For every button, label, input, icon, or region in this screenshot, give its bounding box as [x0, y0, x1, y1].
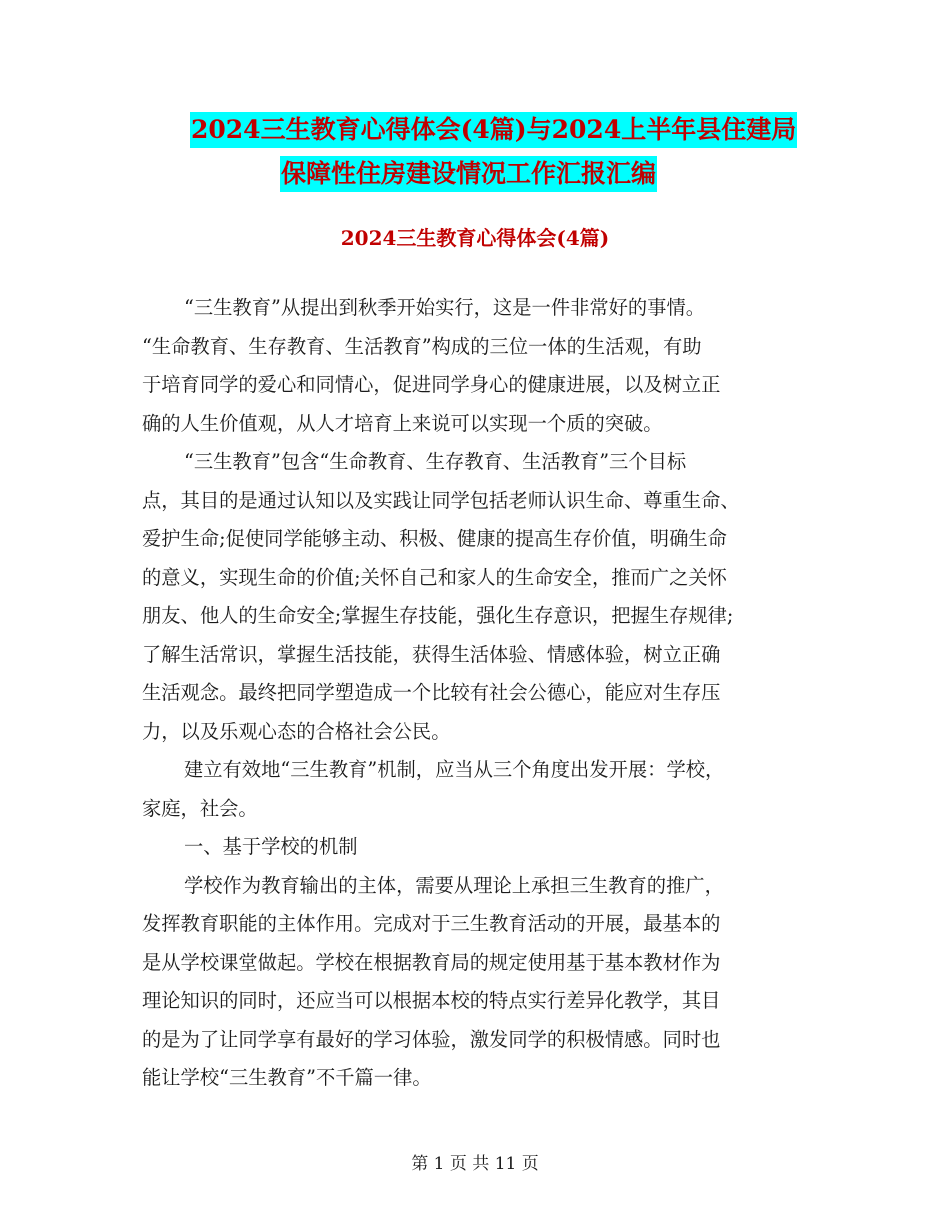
paragraph-line: 发挥教育职能的主体作用。完成对于三生教育活动的开展，最基本的: [142, 912, 721, 935]
document-title-line-2: 保障性住房建设情况工作汇报汇编: [280, 156, 657, 192]
section-heading: 一、基于学校的机制: [184, 835, 358, 858]
section-subtitle: 2024三生教育心得体会(4篇): [340, 226, 610, 250]
paragraph-line: 力，以及乐观心态的合格社会公民。: [142, 719, 451, 743]
paragraph-line: 能让学校“三生教育”不千篇一律。: [142, 1066, 432, 1089]
page-footer: 第 1 页 共 11 页: [411, 1154, 539, 1174]
paragraph-line: 建立有效地“三生教育”机制，应当从三个角度出发开展：学校，: [184, 758, 725, 781]
paragraph-line: 是从学校课堂做起。学校在根据教育局的规定使用基于基本教材作为: [142, 950, 721, 974]
paragraph-line: 于培育同学的爱心和同情心，促进同学身心的健康进展，以及树立正: [142, 373, 721, 396]
paragraph-line: 了解生活常识，掌握生活技能，获得生活体验、情感体验，树立正确: [142, 642, 721, 666]
paragraph-line: 生活观念。最终把同学塑造成一个比较有社会公德心，能应对生存压: [142, 681, 721, 704]
paragraph-line: 点，其目的是通过认知以及实践让同学包括老师认识生命、尊重生命、: [142, 488, 740, 512]
paragraph-line: 爱护生命;促使同学能够主动、积极、健康的提高生存价值，明确生命: [142, 527, 727, 550]
paragraph-line: “三生教育”从提出到秋季开始实行，这是一件非常好的事情。: [184, 296, 706, 319]
paragraph-line: “生命教育、生存教育、生活教育”构成的三位一体的生活观，有助: [142, 334, 702, 358]
body-text: [142, 289, 740, 1098]
paragraph-line: 学校作为教育输出的主体，需要从理论上承担三生教育的推广，: [184, 873, 724, 897]
paragraph-line: “三生教育”包含“生命教育、生存教育、生活教育”三个目标: [184, 450, 687, 473]
paragraph-line: 的意义，实现生命的价值;关怀自己和家人的生命安全，推而广之关怀: [142, 565, 727, 589]
paragraph-line: 理论知识的同时，还应当可以根据本校的特点实行差异化教学，其目: [142, 989, 721, 1012]
paragraph-line: 家庭，社会。: [142, 796, 258, 820]
document-title-line-1: 2024三生教育心得体会(4篇)与2024上半年县住建局: [190, 112, 797, 148]
paragraph-line: 的是为了让同学享有最好的学习体验，激发同学的积极情感。同时也: [142, 1027, 721, 1051]
paragraph-line: 确的人生价值观，从人才培育上来说可以实现一个质的突破。: [142, 411, 663, 435]
paragraph-line: 朋友、他人的生命安全;掌握生存技能，强化生存意识，把握生存规律;: [142, 604, 734, 627]
